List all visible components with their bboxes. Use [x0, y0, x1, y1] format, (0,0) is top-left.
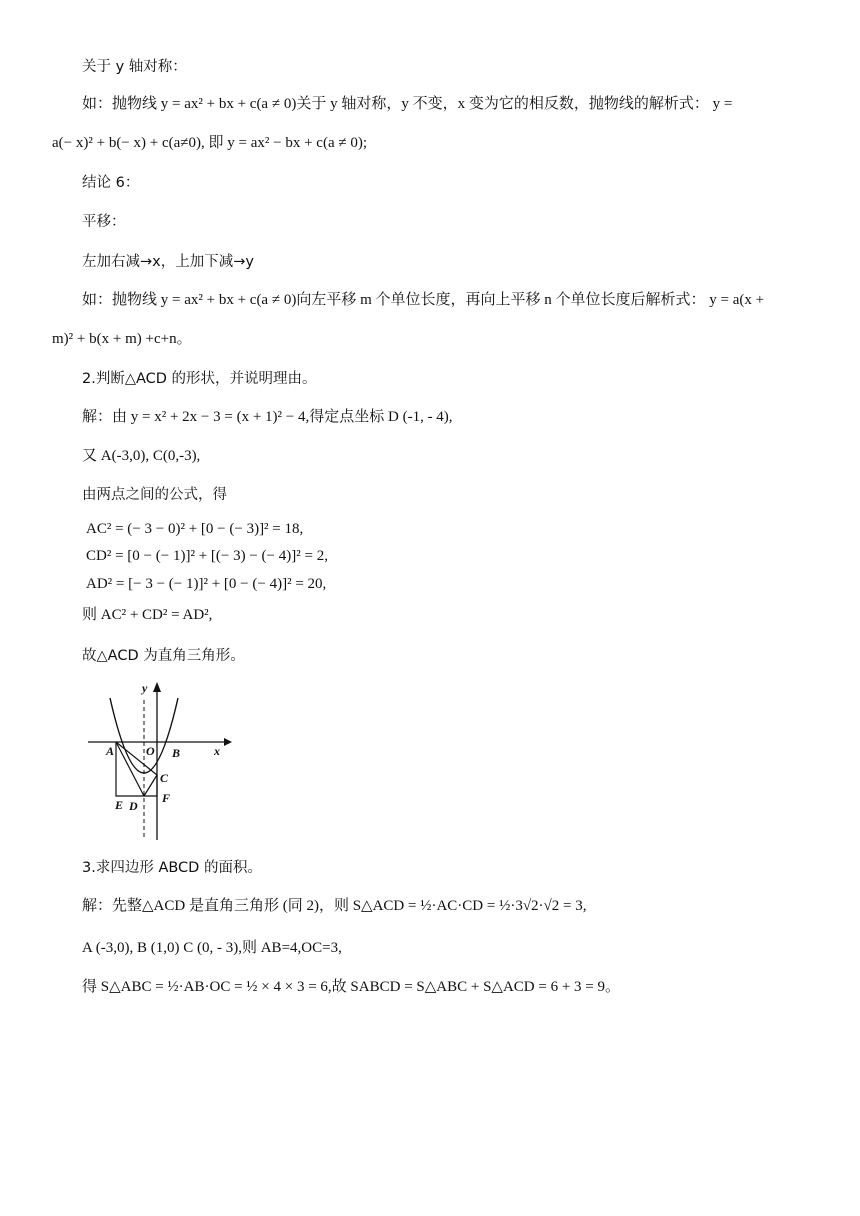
text-line-8: m)² + b(x + m) +c+n。 — [52, 331, 192, 347]
text-line-4: 结论 6： — [82, 175, 140, 191]
text-line-5: 平移： — [82, 214, 126, 230]
text-line-3: a(− x)² + b(− x) + c(a≠0), 即 y = ax² − bx + c(a ≠ 0); — [52, 135, 368, 151]
text-line-10: 解：由 y = x² + 2x − 3 = (x + 1)² − 4,得定点坐标 D (-1, - 4), — [82, 409, 453, 425]
text-line-20: A (-3,0), B (1,0) C (0, - 3),则 AB=4,OC=3, — [82, 940, 342, 956]
conclusion-line: 故△ACD 为直角三角形。 — [82, 648, 245, 664]
label-c: C — [160, 771, 169, 785]
segment-ad — [116, 742, 144, 796]
text-line-19: 解：先整△ACD 是直角三角形 (同 2)，则 S△ACD = ½·AC·CD = ½·3√2·√2 = 3, — [82, 898, 587, 914]
text-line-7: 如：抛物线 y = ax² + bx + c(a ≠ 0)向左平移 m 个单位长度，再向上平移 n 个单位长度后解析式： y = a(x + — [82, 292, 765, 308]
label-e: E — [115, 798, 124, 812]
y-axis-arrow-icon — [153, 682, 161, 692]
label-x: x — [214, 744, 220, 758]
label-f: F — [162, 791, 171, 805]
text-line-1: 关于 y 轴对称： — [82, 59, 187, 75]
label-o: O — [146, 744, 155, 758]
equation-ac2: AC² = (− 3 − 0)² + [0 − (− 3)]² = 18, — [86, 521, 304, 537]
text-line-11: 又 A(-3,0), C(0,-3), — [82, 448, 201, 464]
label-b: B — [172, 746, 181, 760]
segment-dc — [144, 775, 157, 796]
question-3-title: 3.求四边形 ABCD 的面积。 — [82, 860, 262, 876]
label-d: D — [129, 799, 138, 813]
text-line-12: 由两点之间的公式，得 — [82, 487, 227, 503]
label-y: y — [142, 681, 148, 695]
equation-cd2: CD² = [0 − (− 1)]² + [(− 3) − (− 4)]² = 2, — [86, 548, 328, 564]
equation-ad2: AD² = [− 3 − (− 1)]² + [0 − (− 4)]² = 20, — [86, 576, 327, 592]
equation-sum: 则 AC² + CD² = AD², — [82, 607, 213, 623]
text-line-21: 得 S△ABC = ½·AB·OC = ½ × 4 × 3 = 6,故 SABCD = S△ABC + S△ACD = 6 + 3 = 9。 — [82, 979, 621, 995]
label-a: A — [106, 744, 115, 758]
question-2-title: 2.判断△ACD 的形状，并说明理由。 — [82, 371, 317, 387]
text-line-6: 左加右减→x，上加下减→y — [82, 254, 254, 270]
parabola-figure — [86, 678, 236, 844]
text-line-2: 如：抛物线 y = ax² + bx + c(a ≠ 0)关于 y 轴对称，y 不变，x 变为它的相反数，抛物线的解析式： y = — [82, 96, 733, 112]
x-axis-arrow-icon — [224, 738, 232, 746]
